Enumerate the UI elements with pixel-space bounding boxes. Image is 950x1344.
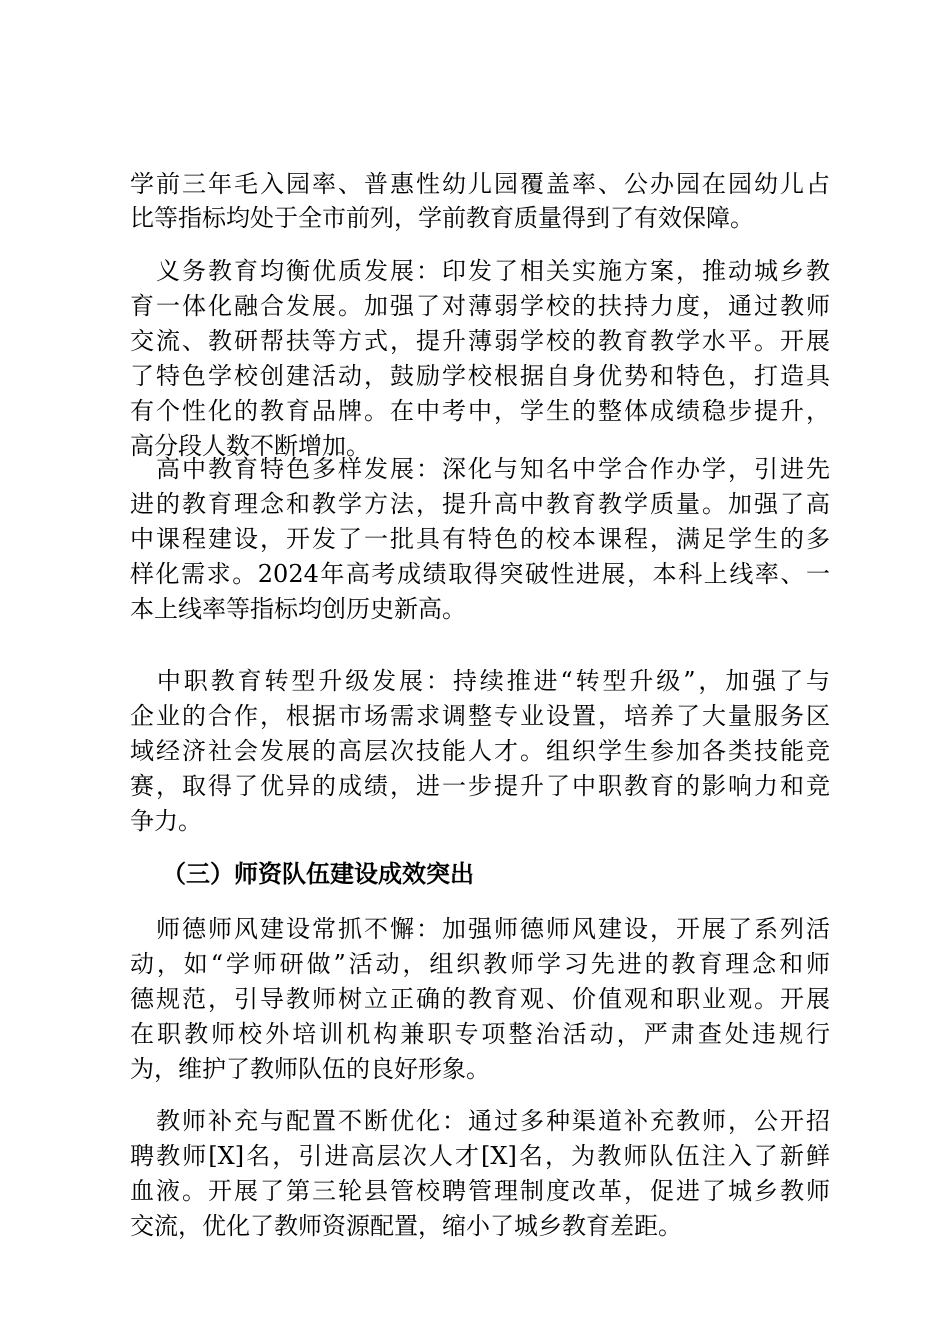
paragraph-2-line-5: 有个性化的教育品牌。在中考中，学生的整体成绩稳步提升，	[130, 397, 830, 425]
paragraph-2-line-1: 义务教育均衡优质发展：印发了相关实施方案，推动城乡教	[130, 257, 830, 285]
paragraph-2-line-4: 了特色学校创建活动，鼓励学校根据自身优势和特色，打造具	[130, 362, 830, 390]
paragraph-3-line-2: 进的教育理念和教学方法，提升高中教育教学质量。加强了高	[130, 490, 830, 518]
paragraph-2-line-6: 高分段人数不断增加。	[130, 432, 370, 460]
paragraph-6-line-4: 交流，优化了教师资源配置，缩小了城乡教育差距。	[130, 1212, 682, 1240]
paragraph-4-line-2: 企业的合作，根据市场需求调整专业设置，培养了大量服务区	[130, 702, 830, 730]
paragraph-1-line-2: 比等指标均处于全市前列，学前教育质量得到了有效保障。	[130, 204, 754, 232]
paragraph-4-line-1: 中职教育转型升级发展：持续推进“转型升级”，加强了与	[130, 667, 830, 695]
paragraph-5-line-3: 德规范，引导教师树立正确的教育观、价值观和职业观。开展	[130, 985, 830, 1013]
section-heading: （三）师资队伍建设成效突出	[162, 860, 474, 888]
paragraph-5-line-5: 为，维护了教师队伍的良好形象。	[130, 1055, 490, 1083]
paragraph-4-line-5: 争力。	[130, 807, 202, 835]
paragraph-2-line-2: 育一体化融合发展。加强了对薄弱学校的扶持力度，通过教师	[130, 292, 830, 320]
paragraph-2-line-3: 交流、教研帮扶等方式，提升薄弱学校的教育教学水平。开展	[130, 327, 830, 355]
paragraph-3-line-1: 高中教育特色多样发展：深化与知名中学合作办学，引进先	[130, 455, 830, 483]
paragraph-5-line-2: 动，如“学师研做”活动，组织教师学习先进的教育理念和师	[130, 950, 830, 978]
paragraph-6-line-1: 教师补充与配置不断优化：通过多种渠道补充教师，公开招	[130, 1107, 830, 1135]
paragraph-5-line-1: 师德师风建设常抓不懈：加强师德师风建设，开展了系列活	[130, 915, 830, 943]
paragraph-6-line-2: 聘教师[X]名，引进高层次人才[X]名，为教师队伍注入了新鲜	[130, 1142, 830, 1170]
paragraph-3-line-3: 中课程建设，开发了一批具有特色的校本课程，满足学生的多	[130, 525, 830, 553]
paragraph-3-line-5: 本上线率等指标均创历史新高。	[130, 595, 466, 623]
paragraph-1-line-1: 学前三年毛入园率、普惠性幼儿园覆盖率、公办园在园幼儿占	[130, 170, 830, 198]
paragraph-4-line-4: 赛，取得了优异的成绩，进一步提升了中职教育的影响力和竞	[130, 772, 830, 800]
paragraph-6-line-3: 血液。开展了第三轮县管校聘管理制度改革，促进了城乡教师	[130, 1177, 830, 1205]
paragraph-4-line-3: 域经济社会发展的高层次技能人才。组织学生参加各类技能竞	[130, 737, 830, 765]
paragraph-5-line-4: 在职教师校外培训机构兼职专项整治活动，严肃查处违规行	[130, 1020, 830, 1048]
paragraph-3-line-4: 样化需求。2024年高考成绩取得突破性进展，本科上线率、一	[130, 560, 830, 588]
